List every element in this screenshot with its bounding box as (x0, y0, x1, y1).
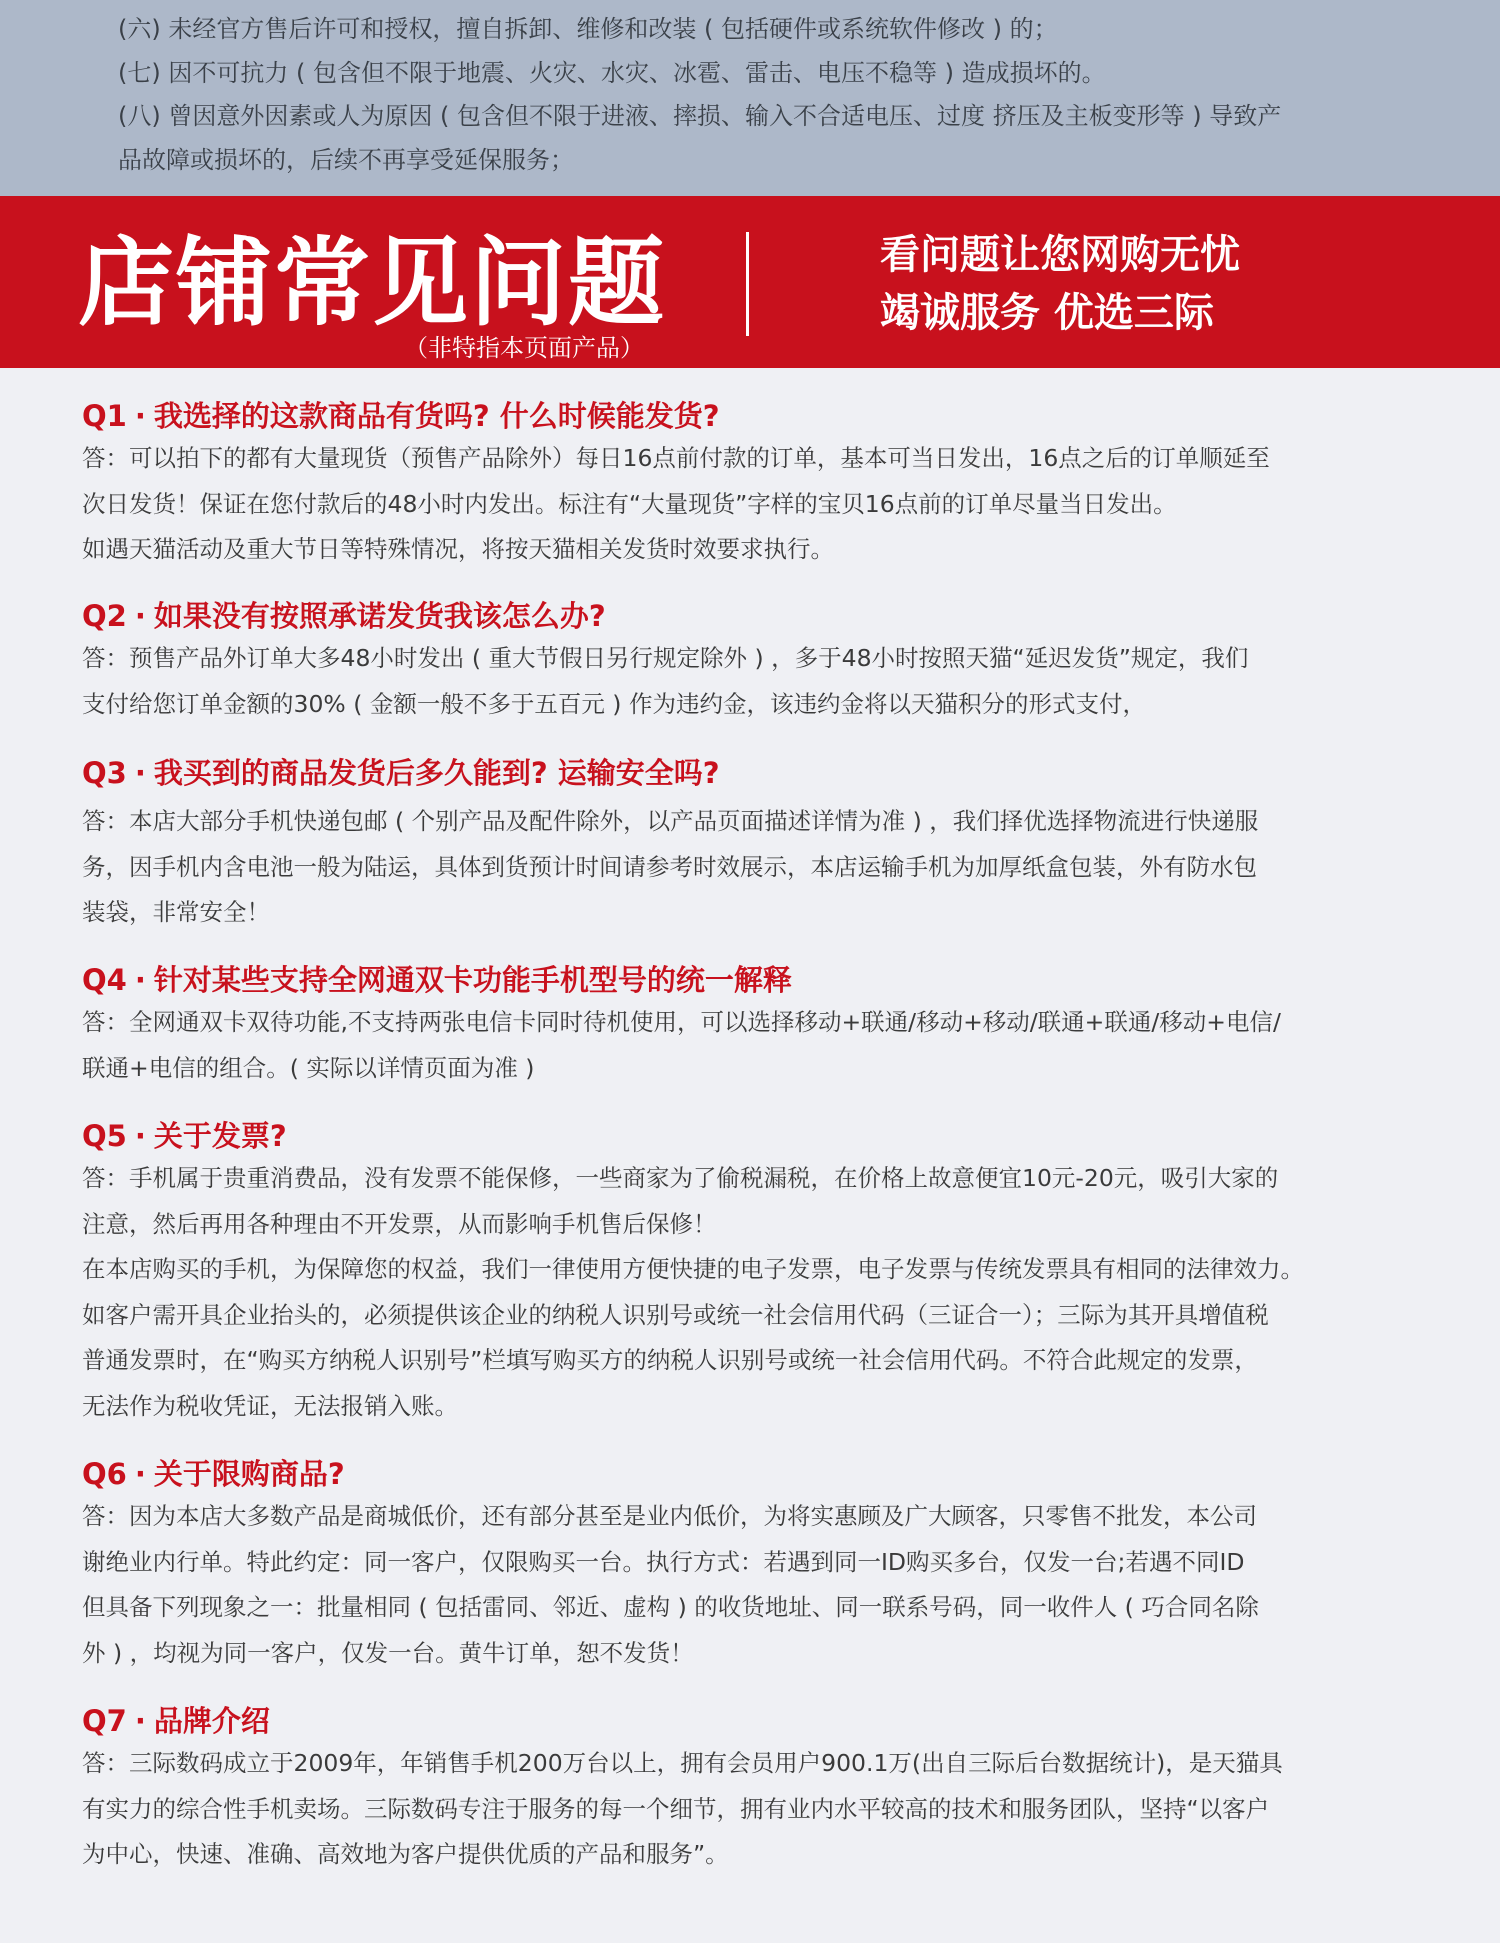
answer-line: 答：手机属于贵重消费品，没有发票不能保修，一些商家为了偷税漏税，在价格上故意便宜10元-20元，吸引大家的 (82, 1164, 1279, 1192)
faq-question (82, 1454, 1472, 1494)
question-number: Q3 (82, 756, 127, 790)
answer-line: 在本店购买的手机，为保障您的权益，我们一律使用方便快捷的电子发票，电子发票与传统发票具有相同的法律效力。 (82, 1255, 1304, 1283)
warranty-line: (八) 曾因意外因素或人为原因 ( 包含但不限于进液、摔损、输入不合适电压、过度 挤压及主板变形等 ) 导致产 (118, 102, 1282, 130)
banner-divider (746, 232, 749, 336)
bullet-dot: · (134, 599, 146, 633)
answer-line: 如客户需开具企业抬头的，必须提供该企业的纳税人识别号或统一社会信用代码（三证合一）；三际为其开具增值税 (82, 1300, 1269, 1329)
faq-banner (0, 196, 1500, 368)
answer-line: 为中心，快速、准确、高效地为客户提供优质的产品和服务”。 (82, 1840, 729, 1868)
question-text: 关于限购商品? (153, 1457, 345, 1491)
faq-section (0, 368, 1500, 1943)
answer-line: 答：三际数码成立于2009年，年销售手机200万台以上，拥有会员用户900.1万(出自三际后台数据统计)，是天猫具 (82, 1749, 1283, 1777)
question-number: Q7 (82, 1704, 127, 1738)
answer-line: 但具备下列现象之一：批量相同 ( 包括雷同、邻近、虚构 ) 的收货地址、同一联系号码，同一收件人 ( 巧合同名除 (82, 1593, 1259, 1621)
banner-slogan-1: 看问题让您网购无忧 (880, 232, 1240, 278)
faq-question (82, 753, 1472, 793)
bullet-dot: · (134, 963, 146, 997)
question-text: 我选择的这款商品有货吗? 什么时候能发货? (153, 399, 720, 433)
warranty-terms-section (0, 0, 1500, 196)
answer-line: 次日发货！保证在您付款后的48小时内发出。标注有“大量现货”字样的宝贝16点前的订单尽量当日发出。 (82, 489, 1177, 518)
faq-question (82, 596, 1472, 636)
answer-line: 支付给您订单金额的30% ( 金额一般不多于五百元 ) 作为违约金，该违约金将以天猫积分的形式支付， (82, 689, 1146, 718)
answer-line: 无法作为税收凭证，无法报销入账。 (82, 1391, 458, 1420)
question-number: Q1 (82, 399, 127, 433)
answer-line: 答：预售产品外订单大多48小时发出 ( 重大节假日另行规定除外 ) ，多于48小时按照天猫“延迟发货”规定，我们 (82, 644, 1249, 672)
question-text: 针对某些支持全网通双卡功能手机型号的统一解释 (153, 963, 792, 997)
faq-item-q6 (82, 1454, 1472, 1676)
faq-question (82, 1116, 1472, 1156)
answer-line: 答：可以拍下的都有大量现货（预售产品除外）每日16点前付款的订单，基本可当日发出，16点之后的订单顺延至 (82, 444, 1270, 472)
question-text: 如果没有按照承诺发货我该怎么办? (153, 599, 606, 633)
question-text: 品牌介绍 (153, 1704, 270, 1738)
bullet-dot: · (134, 1119, 146, 1153)
answer-line: 务，因手机内含电池一般为陆运，具体到货预计时间请参考时效展示，本店运输手机为加厚纸盒包装，外有防水包 (82, 852, 1257, 881)
question-number: Q4 (82, 963, 127, 997)
warranty-line: (七) 因不可抗力 ( 包含但不限于地震、火灾、水灾、冰雹、雷击、电压不稳等 ) 造成损坏的。 (118, 58, 1106, 87)
question-number: Q5 (82, 1119, 127, 1153)
faq-question (82, 396, 1472, 436)
answer-line: 装袋，非常安全！ (82, 898, 270, 926)
faq-question (82, 1701, 1472, 1741)
faq-question (82, 960, 1472, 1000)
answer-line: 外 ) ，均视为同一客户，仅发一台。黄牛订单，恕不发货！ (82, 1638, 694, 1667)
banner-slogan-2: 竭诚服务 优选三际 (880, 290, 1214, 336)
banner-title: 店铺常见问题 (78, 227, 666, 339)
question-text: 我买到的商品发货后多久能到? 运输安全吗? (153, 756, 720, 790)
answer-line: 谢绝业内行单。特此约定：同一客户，仅限购买一台。执行方式：若遇到同一ID购买多台，仅发一台;若遇不同ID (82, 1547, 1245, 1576)
answer-line: 有实力的综合性手机卖场。三际数码专注于服务的每一个细节，拥有业内水平较高的技术和服务团队，坚持“以客户 (82, 1794, 1270, 1823)
faq-item-q2 (82, 596, 1472, 727)
warranty-line: 品故障或损坏的，后续不再享受延保服务； (118, 145, 574, 174)
answer-line: 联通+电信的组合。( 实际以详情页面为准 ) (82, 1053, 535, 1082)
bullet-dot: · (134, 399, 146, 433)
answer-line: 注意，然后再用各种理由不开发票，从而影响手机售后保修！ (82, 1209, 717, 1238)
answer-line: 答：全网通双卡双待功能,不支持两张电信卡同时待机使用，可以选择移动+联通/移动+移动/联通+联通/移动+电信/ (82, 1008, 1281, 1036)
faq-item-q3 (82, 753, 1472, 936)
bullet-dot: · (134, 756, 146, 790)
bullet-dot: · (134, 1457, 146, 1491)
answer-line: 如遇天猫活动及重大节日等特殊情况，将按天猫相关发货时效要求执行。 (82, 535, 834, 563)
faq-item-q4 (82, 960, 1472, 1091)
answer-line: 普通发票时，在“购买方纳税人识别号”栏填写购买方的纳税人识别号或统一社会信用代码。不符合此规定的发票， (82, 1346, 1258, 1374)
warranty-line: (六) 未经官方售后许可和授权，擅自拆卸、维修和改装 ( 包括硬件或系统软件修改 ) 的； (118, 15, 1058, 43)
answer-line: 答：因为本店大多数产品是商城低价，还有部分甚至是业内低价，为将实惠顾及广大顾客，只零售不批发，本公司 (82, 1502, 1257, 1530)
question-number: Q6 (82, 1457, 127, 1491)
question-number: Q2 (82, 599, 127, 633)
banner-subtitle: （非特指本页面产品） (404, 334, 644, 362)
bullet-dot: · (134, 1704, 146, 1738)
faq-item-q1 (82, 396, 1472, 573)
faq-item-q5 (82, 1116, 1472, 1429)
question-text: 关于发票? (153, 1119, 287, 1153)
faq-item-q7 (82, 1701, 1472, 1878)
answer-line: 答：本店大部分手机快递包邮 ( 个别产品及配件除外，以产品页面描述详情为准 ) ，我们择优选择物流进行快递服 (82, 807, 1259, 835)
